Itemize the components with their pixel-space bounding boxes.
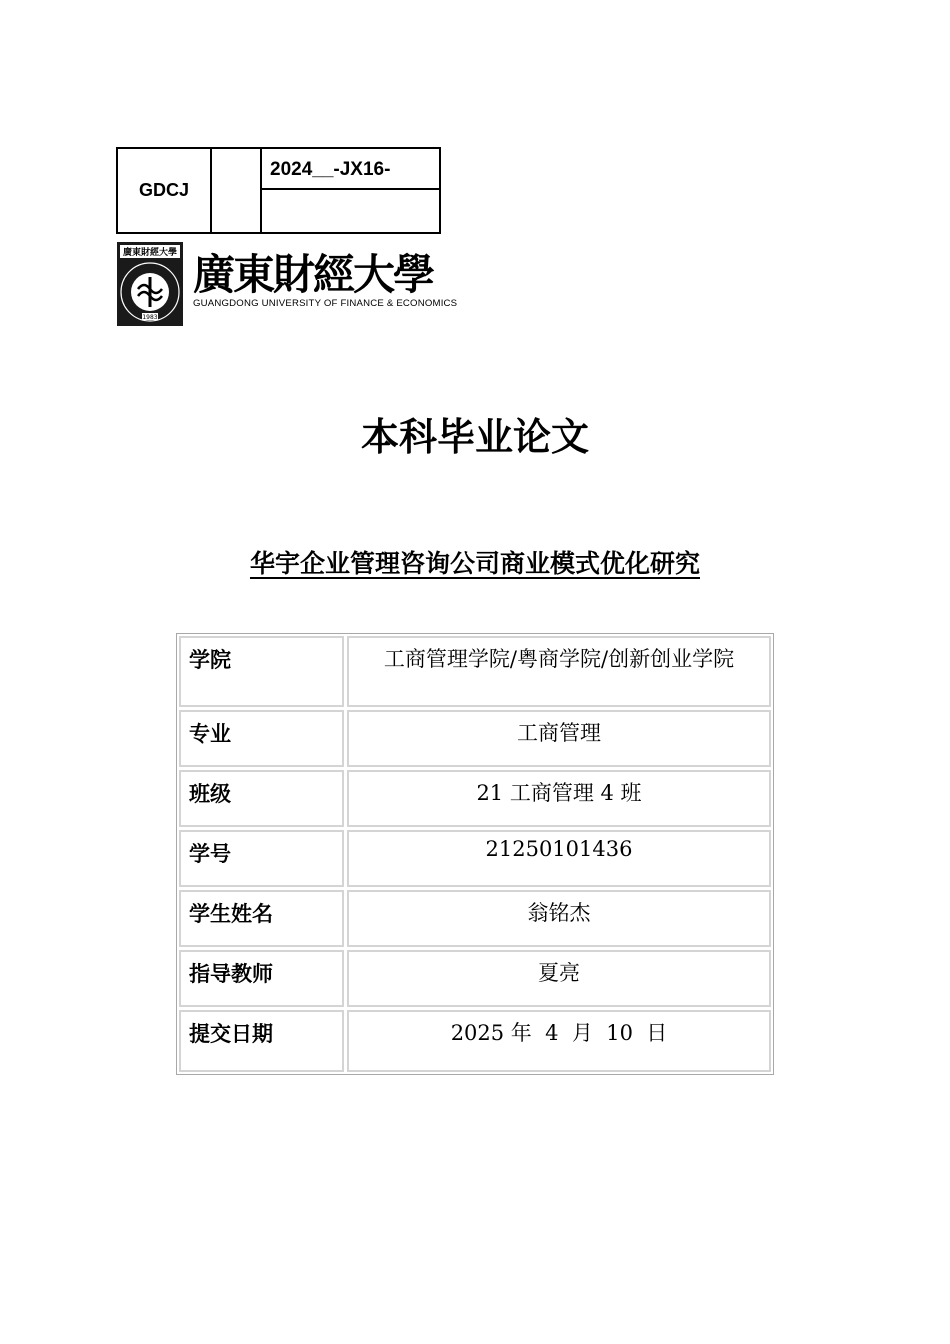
info-value: 2025 年 4 月 10 日	[347, 1010, 771, 1072]
info-row-advisor	[179, 950, 771, 1007]
info-row-major	[179, 710, 771, 767]
info-value: 21 工商管理 4 班	[347, 770, 771, 827]
university-logo	[116, 241, 458, 327]
info-row-submit-date	[179, 1010, 771, 1072]
code-prefix: GDCJ	[118, 149, 212, 232]
info-value: 翁铭杰	[347, 890, 771, 947]
info-label: 学院	[179, 636, 344, 707]
document-code-box	[116, 147, 441, 234]
info-row-college	[179, 636, 771, 707]
university-seal-icon	[116, 241, 184, 327]
info-value: 夏亮	[347, 950, 771, 1007]
info-label: 学号	[179, 830, 344, 887]
info-label: 专业	[179, 710, 344, 767]
code-blank-cell	[212, 149, 262, 232]
university-name-en: GUANGDONG UNIVERSITY OF FINANCE & ECONOMICS	[193, 298, 458, 309]
info-value: 21250101436	[347, 830, 771, 887]
university-name-cn: 廣東財經大學	[193, 250, 434, 299]
info-value: 工商管理	[347, 710, 771, 767]
student-info-table	[176, 633, 774, 1075]
code-number: 2024__-JX16-	[262, 149, 439, 190]
info-label: 学生姓名	[179, 890, 344, 947]
thesis-type-heading: 本科毕业论文	[360, 415, 589, 459]
info-row-student-id	[179, 830, 771, 887]
seal-text: 廣東財經大學	[122, 248, 178, 258]
info-label: 班级	[179, 770, 344, 827]
code-extra-cell	[262, 192, 439, 232]
thesis-title	[0, 544, 950, 584]
info-label: 指导教师	[179, 950, 344, 1007]
info-row-class	[179, 770, 771, 827]
thesis-title-text: 华宇企业管理咨询公司商业模式优化研究	[249, 549, 700, 578]
seal-year: 1983	[142, 314, 158, 321]
info-label: 提交日期	[179, 1010, 344, 1072]
info-value: 工商管理学院/粤商学院/创新创业学院	[347, 636, 771, 707]
info-row-student-name	[179, 890, 771, 947]
